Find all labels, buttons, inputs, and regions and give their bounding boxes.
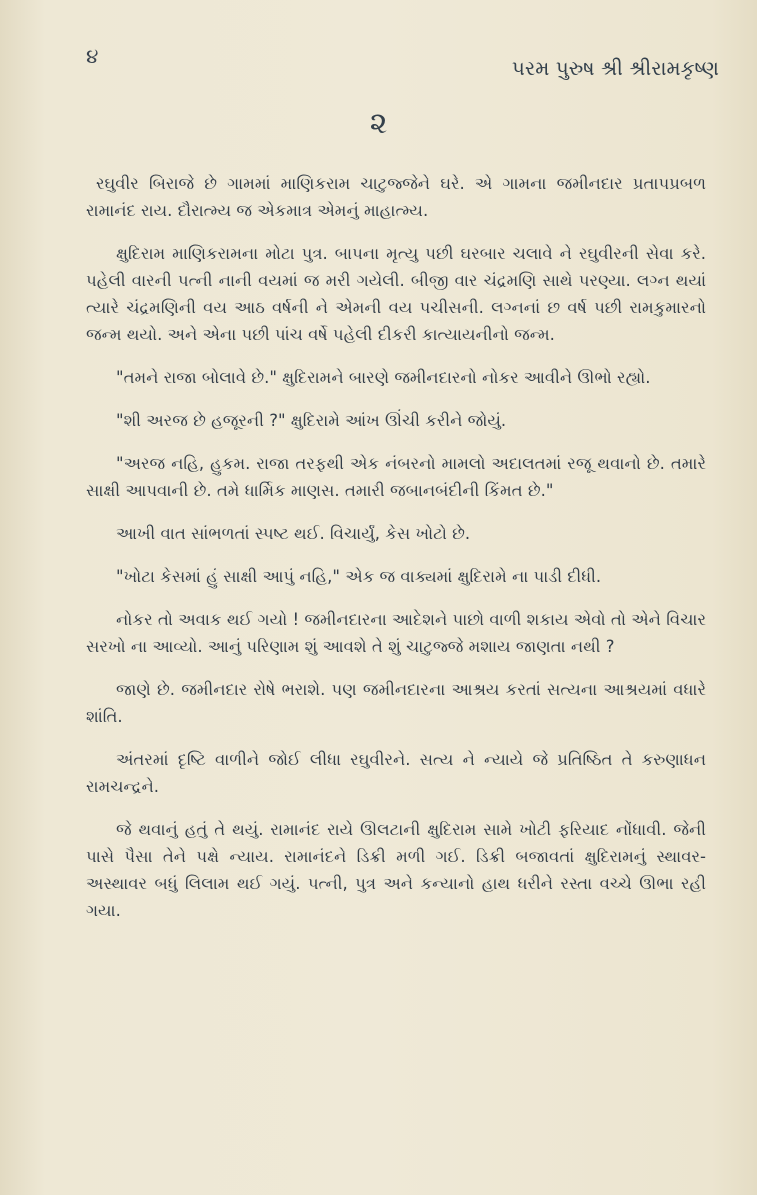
paragraph: આખી વાત સાંભળતાં સ્પષ્ટ થઈ. વિચાર્યું, કેસ ખોટો છે. <box>116 524 471 543</box>
paragraph: જે થવાનું હતું તે થયું. રામાનંદ રાયે ઊલટાની ક્ષુદિરામ સામે ખોટી ફરિયાદ નોંધાવી. જેની પાસે પૈસા તેને પક્ષે ન્યાય. રામાનંદને ડિક્રી મળી ગઈ. ડિક્રી બજાવતાં ક્ષુદિરામનું સ્થાવર-અસ્થાવર બધું લિલામ થઈ ગયું. પત્ની, પુત્ર અને કન્યાનો હાથ ધરીને રસ્તા વચ્ચે ઊભા રહી ગયા. <box>86 820 706 920</box>
paragraph: "ખોટા કેસમાં હું સાક્ષી આપું નહિ," એક જ વાક્યમાં ક્ષુદિરામે ના પાડી દીધી. <box>116 567 602 586</box>
chapter-number: ૨ <box>369 106 388 141</box>
paragraph: "અરજ નહિ, હુકમ. રાજા તરફથી એક નંબરનો મામલો અદાલતમાં રજૂ થવાનો છે. તમારે સાક્ષી આપવાની છે. તમે ધાર્મિક માણસ. તમારી જબાનબંદીની કિંમત છે." <box>86 454 706 500</box>
body-text <box>86 170 706 924</box>
paragraph: ક્ષુદિરામ માણિકરામના મોટા પુત્ર. બાપના મૃત્યુ પછી ઘરબાર ચલાવે ને રઘુવીરની સેવા કરે. પહેલી વારની પત્ની નાની વયમાં જ મરી ગયેલી. બીજી વાર ચંદ્રમણિ સાથે પરણ્યા. લગ્ન થયાં ત્યારે ચંદ્રમણિની વય આઠ વર્ષની ને એમની વય પચીસની. લગ્નનાં છ વર્ષ પછી રામકુમારનો જન્મ થયો. અને એના પછી પાંચ વર્ષે પહેલી દીકરી કાત્યાયનીનો જન્મ. <box>86 244 706 344</box>
paragraph: અંતરમાં દૃષ્ટિ વાળીને જોઈ લીધા રઘુવીરને. સત્ય ને ન્યાયે જે પ્રતિષ્ઠિત તે કરુણાધન રામચન્દ્રને. <box>86 750 706 796</box>
page-number: ૪ <box>86 44 99 68</box>
paragraph: જાણે છે. જમીનદાર રોષે ભરાશે. પણ જમીનદારના આશ્રય કરતાં સત્યના આશ્રયમાં વધારે શાંતિ. <box>86 680 706 726</box>
paragraph: "શી અરજ છે હજૂરની ?" ક્ષુદિરામે આંખ ઊંચી કરીને જોયું. <box>116 411 507 430</box>
paragraph: રઘુવીર બિરાજે છે ગામમાં માણિકરામ ચાટુજ્જેને ઘરે. એ ગામના જમીનદાર પ્રતાપપ્રબળ રામાનંદ રાય. દૌરાત્મ્ય જ એકમાત્ર એમનું માહાત્મ્ય. <box>86 174 706 220</box>
running-header: પરમ પુરુષ શ્રી શ્રીરામકૃષ્ણ <box>511 56 719 80</box>
paragraph: "તમને રાજા બોલાવે છે." ક્ષુદિરામને બારણે જમીનદારનો નોકર આવીને ઊભો રહ્યો. <box>116 368 651 387</box>
paragraph: નોકર તો અવાક થઈ ગયો ! જમીનદારના આદેશને પાછો વાળી શકાય એવો તો એને વિચાર સરખો ના આવ્યો. આનું પરિણામ શું આવશે તે શું ચાટુજ્જે મશાય જાણતા નથી ? <box>86 610 706 656</box>
